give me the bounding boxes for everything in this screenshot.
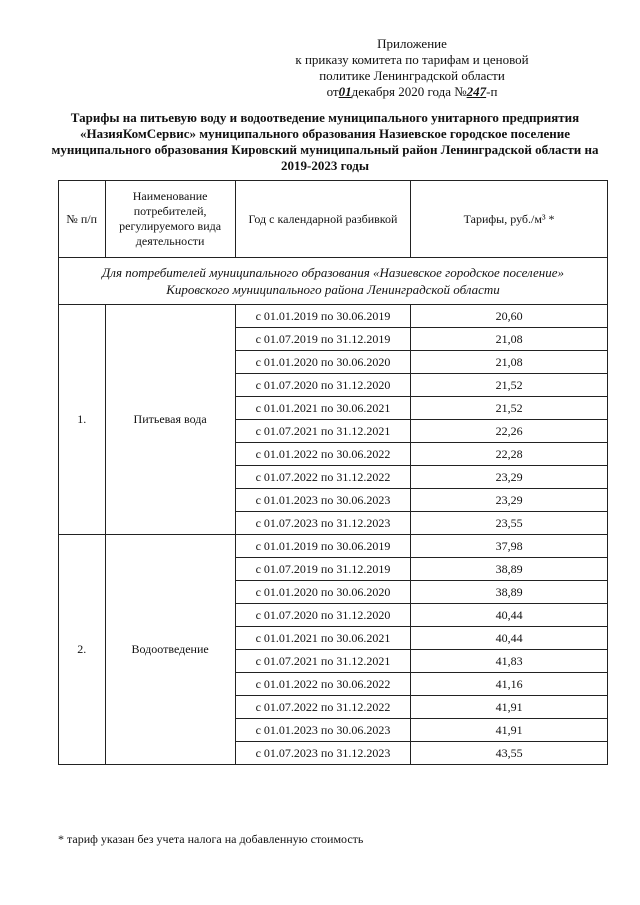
document-title [30, 110, 620, 174]
period-cell: с 01.07.2019 по 31.12.2019 [235, 558, 410, 581]
annex-header [252, 36, 572, 100]
header-name: Наименование потребителей, регулируемого вида деятельности [105, 181, 235, 258]
section-name: Водоотведение [105, 535, 235, 765]
period-cell: с 01.07.2022 по 31.12.2022 [235, 696, 410, 719]
period-cell: с 01.01.2021 по 30.06.2021 [235, 627, 410, 650]
rate-cell: 41,83 [411, 650, 608, 673]
footnote: * тариф указан без учета налога на добавленную стоимость [58, 832, 364, 846]
rate-cell: 37,98 [411, 535, 608, 558]
group-label [59, 258, 608, 305]
annex-order-number: 247 [466, 84, 487, 99]
period-cell: с 01.07.2019 по 31.12.2019 [235, 328, 410, 351]
title-line-4: 2019-2023 годы [280, 158, 369, 173]
period-cell: с 01.07.2020 по 31.12.2020 [235, 374, 410, 397]
table-row [59, 305, 608, 328]
group-label-line-2: Кировского муниципального района Ленинградской области [166, 282, 500, 297]
title-line-3: муниципального образования Кировский муниципальный район Ленинградской области на [51, 142, 599, 157]
period-cell: с 01.01.2022 по 30.06.2022 [235, 673, 410, 696]
rate-cell: 22,26 [411, 420, 608, 443]
section-name: Питьевая вода [105, 305, 235, 535]
period-cell: с 01.07.2023 по 31.12.2023 [235, 512, 410, 535]
rate-cell: 21,52 [411, 397, 608, 420]
title-line-1: Тарифы на питьевую воду и водоотведение муниципального унитарного предприятия [70, 110, 580, 125]
header-num: № п/п [59, 181, 106, 258]
header-period: Год с календарной разбивкой [235, 181, 410, 258]
rate-cell: 23,55 [411, 512, 608, 535]
annex-date-day: 01 [338, 84, 352, 99]
period-cell: с 01.07.2021 по 31.12.2021 [235, 650, 410, 673]
annex-order-suffix: -п [486, 84, 498, 99]
rate-cell: 41,91 [411, 696, 608, 719]
rate-cell: 23,29 [411, 466, 608, 489]
rate-cell: 38,89 [411, 558, 608, 581]
period-cell: с 01.01.2019 по 30.06.2019 [235, 305, 410, 328]
annex-line-2: к приказу комитета по тарифам и ценовой [295, 52, 529, 67]
tariff-table [58, 180, 608, 765]
period-cell: с 01.01.2021 по 30.06.2021 [235, 397, 410, 420]
table-row [59, 535, 608, 558]
group-label-line-1: Для потребителей муниципального образования «Назиевское городское поселение» [102, 265, 564, 280]
section-number: 2. [59, 535, 106, 765]
annex-line-1: Приложение [377, 36, 447, 51]
period-cell: с 01.01.2020 по 30.06.2020 [235, 351, 410, 374]
period-cell: с 01.01.2022 по 30.06.2022 [235, 443, 410, 466]
annex-date-mid: декабря 2020 года № [351, 84, 467, 99]
rate-cell: 23,29 [411, 489, 608, 512]
rate-cell: 40,44 [411, 627, 608, 650]
period-cell: с 01.07.2020 по 31.12.2020 [235, 604, 410, 627]
annex-line-3: политике Ленинградской области [319, 68, 505, 83]
rate-cell: 21,08 [411, 328, 608, 351]
section-number: 1. [59, 305, 106, 535]
rate-cell: 22,28 [411, 443, 608, 466]
period-cell: с 01.01.2020 по 30.06.2020 [235, 581, 410, 604]
table-body [59, 258, 608, 765]
table-header-row [59, 181, 608, 258]
rate-cell: 41,91 [411, 719, 608, 742]
period-cell: с 01.07.2022 по 31.12.2022 [235, 466, 410, 489]
group-row [59, 258, 608, 305]
annex-date-line [252, 84, 572, 100]
rate-cell: 41,16 [411, 673, 608, 696]
title-line-2: «НазияКомСервис» муниципального образования Назиевское городское поселение [79, 126, 571, 141]
period-cell: с 01.07.2021 по 31.12.2021 [235, 420, 410, 443]
period-cell: с 01.01.2019 по 30.06.2019 [235, 535, 410, 558]
header-rate: Тарифы, руб./м³ * [411, 181, 608, 258]
rate-cell: 40,44 [411, 604, 608, 627]
rate-cell: 21,52 [411, 374, 608, 397]
period-cell: с 01.07.2023 по 31.12.2023 [235, 742, 410, 765]
rate-cell: 43,55 [411, 742, 608, 765]
rate-cell: 38,89 [411, 581, 608, 604]
period-cell: с 01.01.2023 по 30.06.2023 [235, 489, 410, 512]
period-cell: с 01.01.2023 по 30.06.2023 [235, 719, 410, 742]
annex-date-prefix: от [326, 84, 339, 99]
rate-cell: 20,60 [411, 305, 608, 328]
rate-cell: 21,08 [411, 351, 608, 374]
